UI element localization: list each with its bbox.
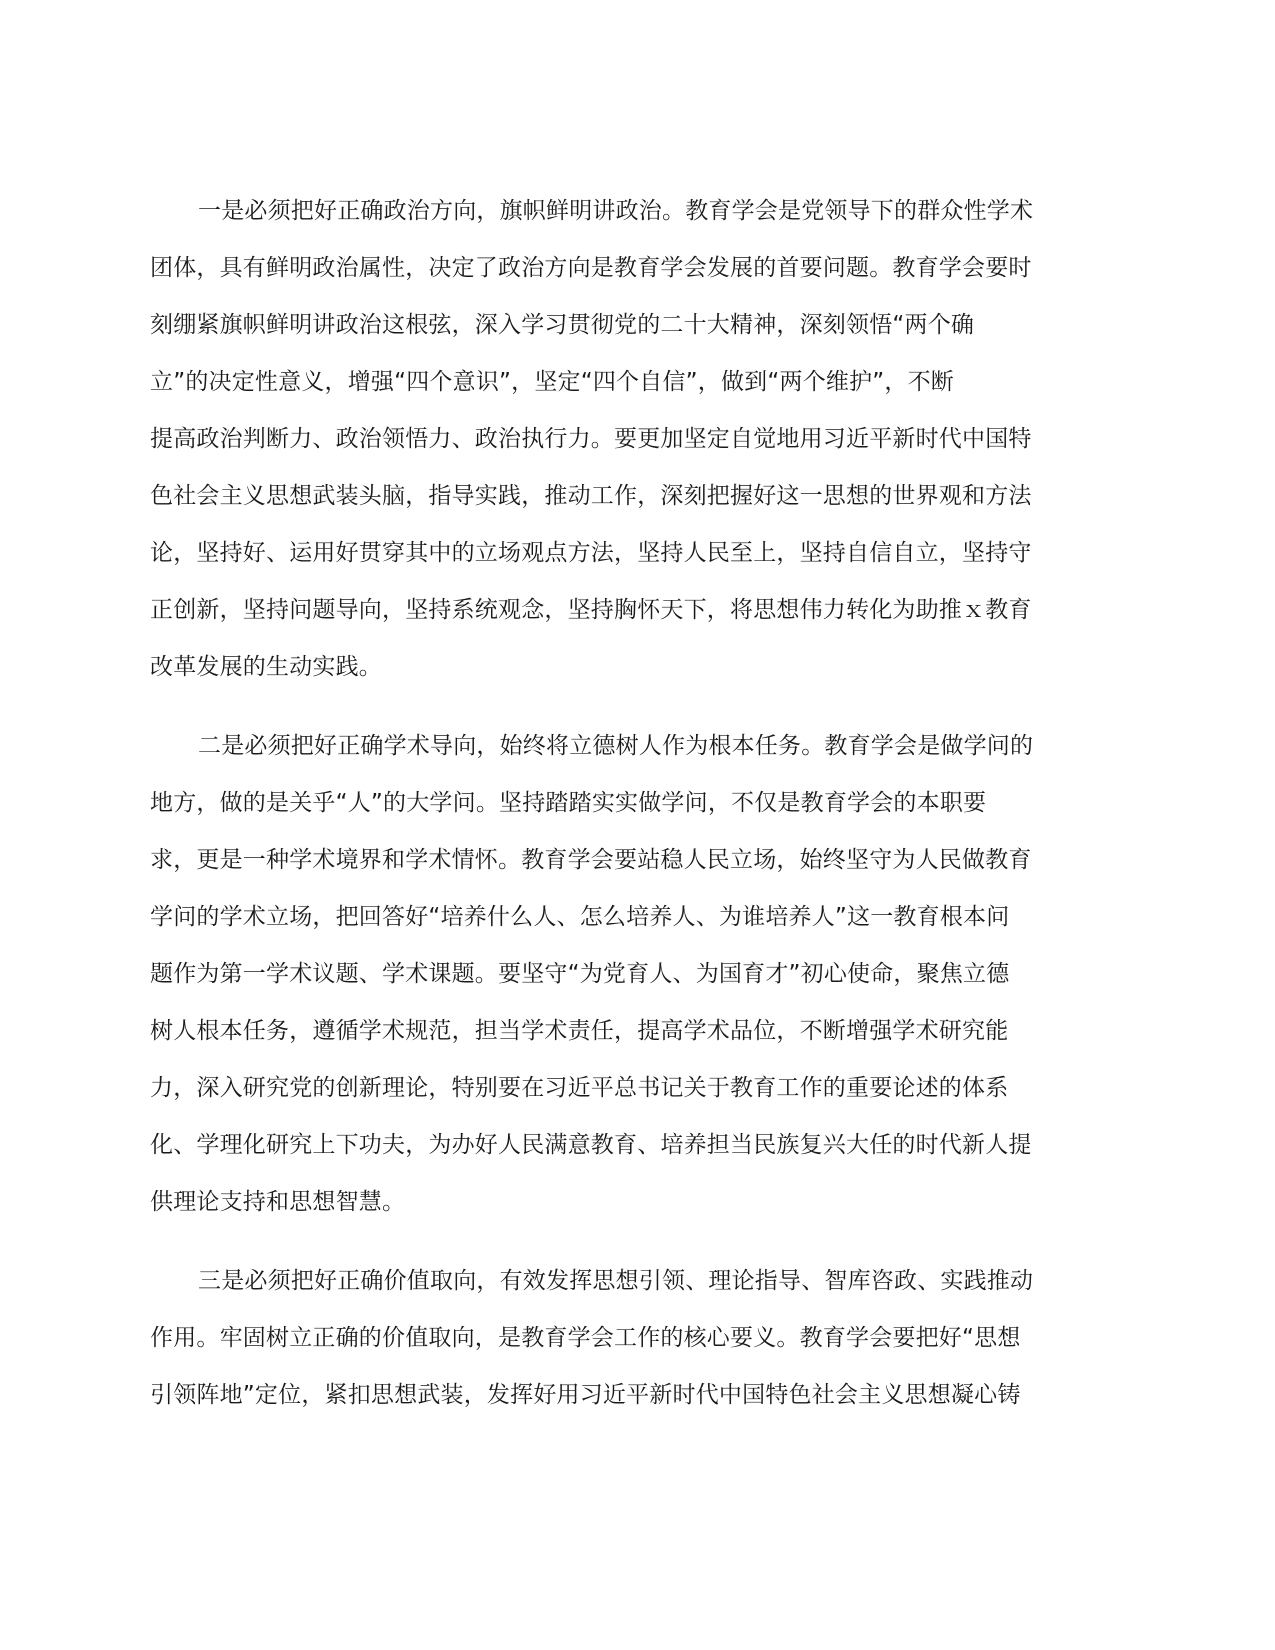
text-line: 二是必须把好正确学术导向，始终将立德树人作为根本任务。教育学会是做学问的 — [198, 733, 1034, 759]
text-line: 化、学理化研究上下功夫，为办好人民满意教育、培养担当民族复兴大任的时代新人提 — [150, 1132, 1032, 1158]
text-line: 色社会主义思想武装头脑，指导实践，推动工作，深刻把握好这一思想的世界观和方法 — [150, 483, 1032, 509]
text-line: 供理论支持和思想智慧。 — [150, 1189, 406, 1215]
text-line: 刻绷紧旗帜鲜明讲政治这根弦，深入学习贯彻党的二十大精神，深刻领悟“两个确 — [150, 312, 975, 338]
text-line: 三是必须把好正确价值取向，有效发挥思想引领、理论指导、智库咨政、实践推动 — [198, 1268, 1034, 1294]
text-line: 一是必须把好正确政治方向，旗帜鲜明讲政治。教育学会是党领导下的群众性学术 — [198, 198, 1034, 224]
text-line: 学问的学术立场，把回答好“培养什么人、怎么培养人、为谁培养人”这一教育根本问 — [150, 904, 1010, 930]
text-line: 提高政治判断力、政治领悟力、政治执行力。要更加坚定自觉地用习近平新时代中国特 — [150, 426, 1032, 452]
text-line: 作用。牢固树立正确的价值取向，是教育学会工作的核心要义。教育学会要把好“思想 — [150, 1325, 1021, 1351]
text-line: 树人根本任务，遵循学术规范，担当学术责任，提高学术品位，不断增强学术研究能 — [150, 1018, 1009, 1044]
text-line: 力，深入研究党的创新理论，特别要在习近平总书记关于教育工作的重要论述的体系 — [150, 1075, 1009, 1101]
text-line: 立”的决定性意义，增强“四个意识”，坚定“四个自信”，做到“两个维护”，不断 — [150, 369, 955, 395]
text-line: 正创新，坚持问题导向，坚持系统观念，坚持胸怀天下，将思想伟力转化为助推ｘ教育 — [150, 597, 1032, 623]
text-line: 团体，具有鲜明政治属性，决定了政治方向是教育学会发展的首要问题。教育学会要时 — [150, 255, 1032, 281]
text-line: 论，坚持好、运用好贯穿其中的立场观点方法，坚持人民至上，坚持自信自立，坚持守 — [150, 540, 1032, 566]
text-line: 题作为第一学术议题、学术课题。要坚守“为党育人、为国育才”初心使命，聚焦立德 — [150, 961, 1010, 987]
text-line: 求，更是一种学术境界和学术情怀。教育学会要站稳人民立场，始终坚守为人民做教育 — [150, 847, 1032, 873]
text-line: 引领阵地”定位，紧扣思想武装，发挥好用习近平新时代中国特色社会主义思想凝心铸 — [150, 1382, 1021, 1408]
text-line: 改革发展的生动实践。 — [150, 654, 382, 680]
text-line: 地方，做的是关乎“人”的大学问。坚持踏踏实实做学问，不仅是教育学会的本职要 — [150, 790, 987, 816]
document-body — [150, 183, 1105, 1446]
paragraph-3 — [150, 1253, 1105, 1424]
paragraph-2 — [150, 718, 1105, 1231]
paragraph-1 — [150, 183, 1105, 696]
